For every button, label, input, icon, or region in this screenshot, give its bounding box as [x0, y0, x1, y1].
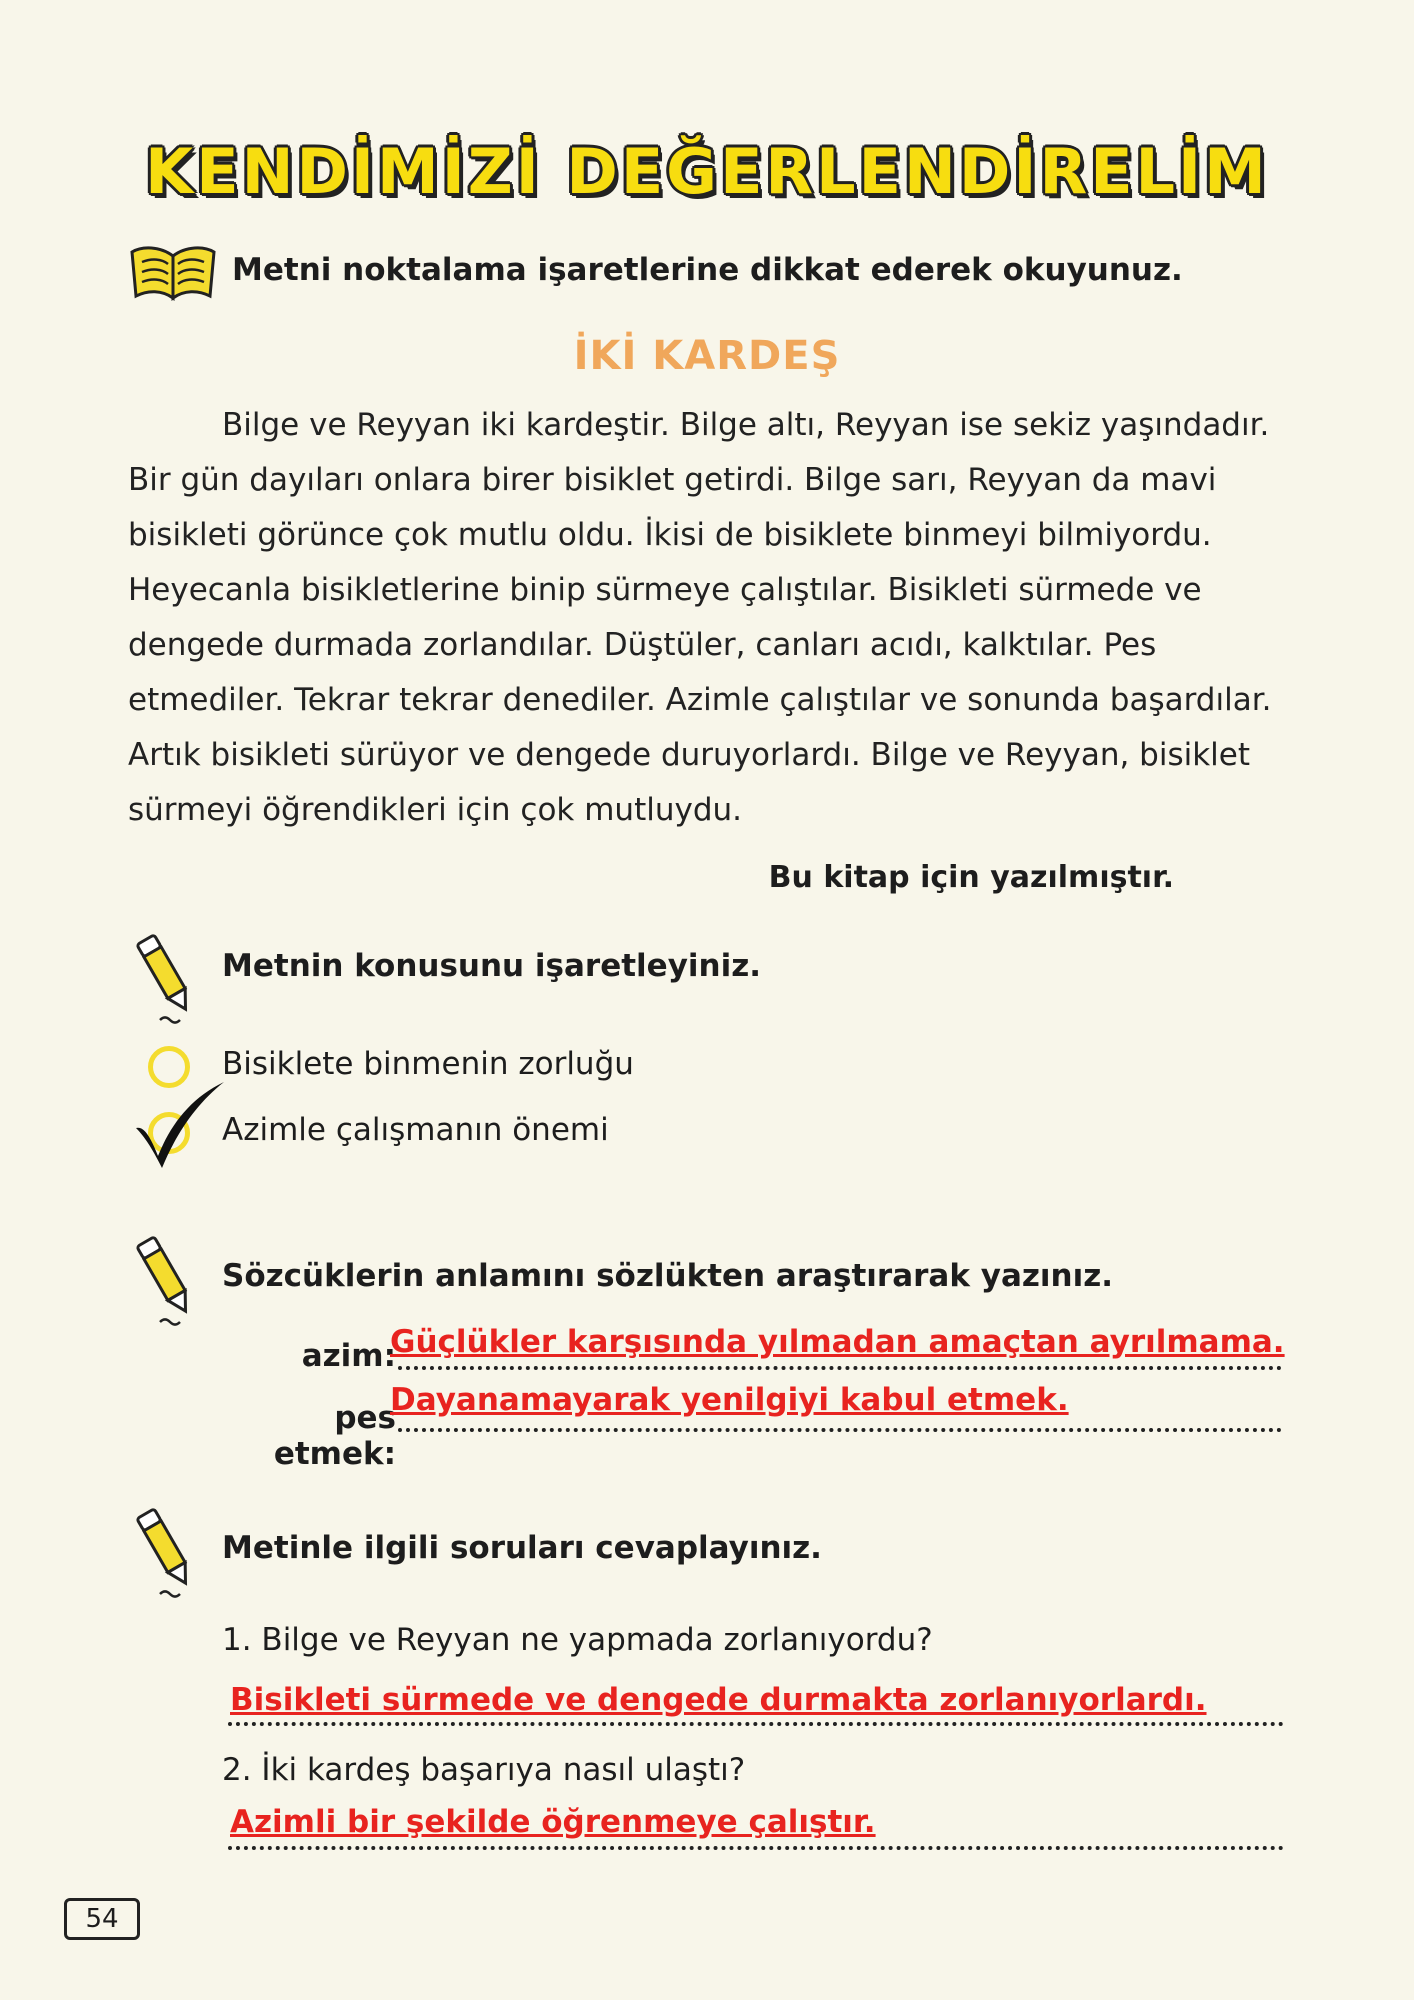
- checkmark-icon: [130, 1078, 230, 1172]
- pencil-icon: [136, 1502, 198, 1600]
- answer-2[interactable]: Azimli bir şekilde öğrenmeye çalıştır.: [230, 1804, 876, 1840]
- story-title: İKİ KARDEŞ: [573, 333, 841, 379]
- story-source: Bu kitap için yazılmıştır.: [768, 860, 1174, 895]
- option-label: Bisiklete binmenin zorluğu: [222, 1046, 634, 1082]
- open-book-icon: [128, 242, 218, 304]
- answer-line: [228, 1722, 1284, 1726]
- page-number: 54: [64, 1898, 140, 1940]
- task3-prompt: Metinle ilgili soruları cevaplayınız.: [222, 1530, 822, 1566]
- story-text: [128, 398, 1288, 838]
- task2-prompt: Sözcüklerin anlamını sözlükten araştırarak yazınız.: [222, 1258, 1114, 1294]
- word-label-pes-etmek: pes etmek:: [273, 1400, 396, 1472]
- page-title: KENDİMİZİ DEĞERLENDİRELİM: [145, 135, 1269, 208]
- question-1: 1. Bilge ve Reyyan ne yapmada zorlanıyordu?: [222, 1622, 933, 1658]
- answer-pes-etmek[interactable]: Dayanamayarak yenilgiyi kabul etmek.: [390, 1382, 1069, 1418]
- answer-line: [398, 1428, 1282, 1432]
- task1-prompt: Metnin konusunu işaretleyiniz.: [222, 948, 762, 984]
- pencil-icon: [136, 1230, 198, 1328]
- option-label: Azimle çalışmanın önemi: [222, 1112, 609, 1148]
- answer-1[interactable]: Bisikleti sürmede ve dengede durmakta zorlanıyorlardı.: [230, 1682, 1207, 1718]
- answer-line: [228, 1846, 1284, 1850]
- answer-line: [398, 1366, 1282, 1370]
- reading-instruction: Metni noktalama işaretlerine dikkat ederek okuyunuz.: [232, 252, 1183, 288]
- story-paragraph: Bilge ve Reyyan iki kardeştir. Bilge altı, Reyyan ise sekiz yaşındadır. Bir gün dayıları onlara birer bisiklet getirdi. Bilge sarı, Reyyan da mavi bisikleti görünce çok mutlu oldu. İkisi de bisiklete binmeyi bilmiyordu. Heyecanla bisikletlerine binip sürmeye çalıştılar. Bisikleti sürmede ve dengede durmada zorlandılar. Düştüler, canları acıdı, kalktılar. Pes etmediler. Tekrar tekrar denediler. Azimle çalıştılar ve sonunda başardılar. Artık bisikleti sürüyor ve dengede duruyorlardı. Bilge ve Reyyan, bisiklet sürmeyi öğrendikleri için çok mutluydu.: [128, 407, 1272, 828]
- question-2: 2. İki kardeş başarıya nasıl ulaştı?: [222, 1752, 746, 1788]
- word-label-azim: azim:: [301, 1338, 396, 1374]
- pencil-icon: [136, 928, 198, 1026]
- answer-azim[interactable]: Güçlükler karşısında yılmadan amaçtan ayrılmama.: [390, 1324, 1285, 1360]
